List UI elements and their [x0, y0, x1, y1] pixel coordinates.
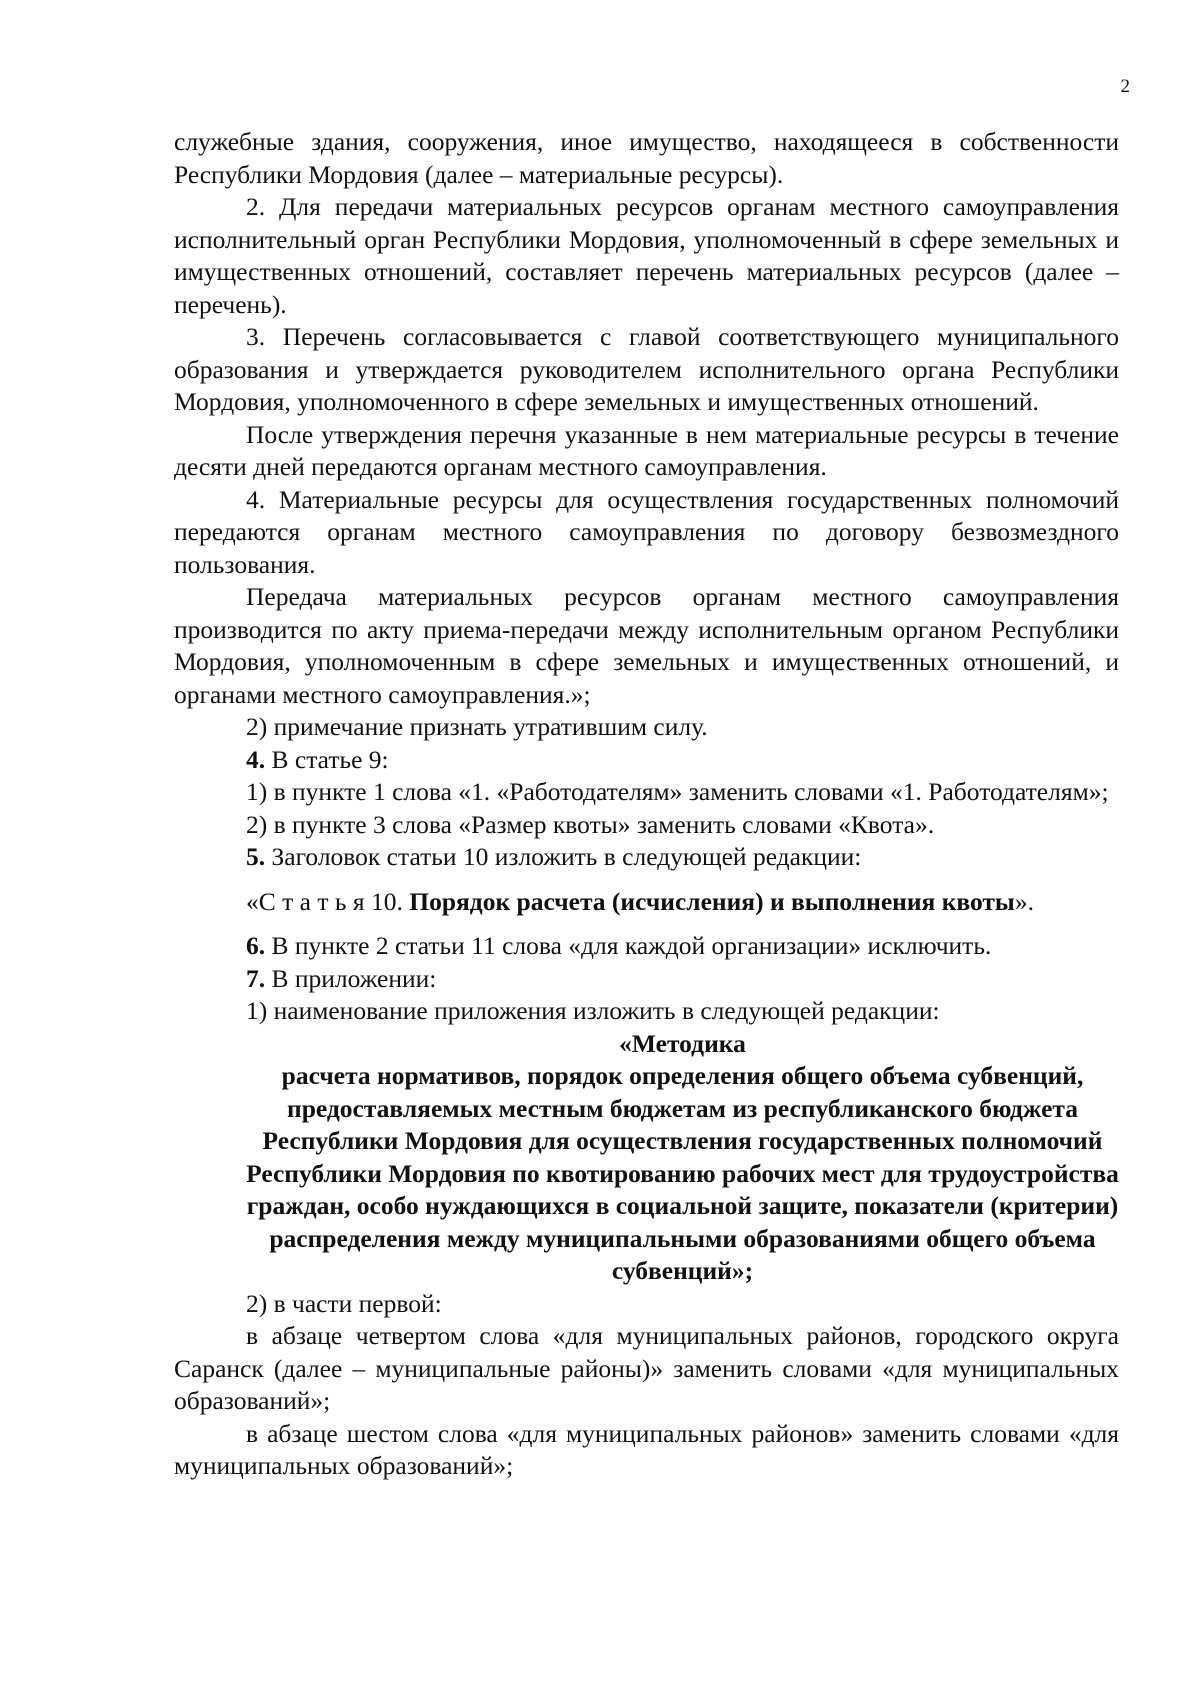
- appendix-heading-title: «Методика: [619, 1028, 746, 1058]
- paragraph: 2. Для передачи материальных ресурсов органам местного самоуправления исполнительный орган Республики Мордовия, уполномоченный в сфере земельных и имущественных отношений, составляет перечень материальных ресурсов (далее – перечень).: [174, 192, 1119, 319]
- paragraph-text: В статье 9:: [265, 744, 389, 774]
- appendix-heading-body: расчета нормативов, порядок определения общего объема субвенций, предоставляемых местным бюджетам из республиканского бюджета Республики Мордовия для осуществления государственных полномочий Республики Мордовия по квотированию рабочих мест для трудоустройства граждан, особо нуждающихся в социальной защите, показатели (критерии) распределения между муниципальными образованиями общего объема субвенций»;: [246, 1061, 1119, 1285]
- paragraph-text: В приложении:: [265, 963, 437, 993]
- item-number: 6.: [246, 931, 266, 960]
- article-prefix: «С т а т ь я 10.: [246, 886, 410, 916]
- paragraph-text: В пункте 2 статьи 11 слова «для каждой организации» исключить.: [265, 931, 992, 960]
- paragraph: 3. Перечень согласовывается с главой соответствующего муниципального образования и утверждается руководителем исполнительного органа Республики Мордовия, уполномоченного в сфере земельных и имущественных отношений.: [174, 322, 1119, 416]
- document-body: [174, 126, 1119, 1483]
- paragraph: [174, 841, 1119, 874]
- article-title-line: [174, 886, 1119, 919]
- paragraph: 1) в пункте 1 слова «1. «Работодателям» заменить словами «1. Работодателям»;: [246, 777, 1109, 806]
- paragraph-text: Заголовок статьи 10 изложить в следующей редакции:: [265, 842, 862, 871]
- article-title: Порядок расчета (исчисления) и выполнения квоты: [409, 886, 1015, 916]
- item-number: 4.: [246, 744, 266, 774]
- paragraph: в абзаце шестом слова «для муниципальных районов» заменить словами «для муниципальных образований»;: [174, 1418, 1119, 1480]
- article-suffix: ».: [1014, 886, 1034, 916]
- paragraph: 2) в пункте 3 слова «Размер квоты» заменить словами «Квота».: [246, 809, 935, 839]
- item-number: 7.: [246, 963, 266, 993]
- paragraph: 4. Материальные ресурсы для осуществления государственных полномочий передаются органам местного самоуправления по договору безвозмездного пользования.: [174, 484, 1119, 579]
- paragraph: 1) наименование приложения изложить в следующей редакции:: [246, 996, 940, 1025]
- paragraph: в абзаце четвертом слова «для муниципальных районов, городского округа Саранск (далее – муниципальные районы)» заменить словами «для муниципальных образований»;: [174, 1321, 1119, 1415]
- item-number: 5.: [246, 842, 266, 871]
- paragraph: После утверждения перечня указанные в нем материальные ресурсы в течение десяти дней передаются органам местного самоуправления.: [174, 419, 1119, 481]
- paragraph: [174, 963, 1119, 996]
- paragraph: Передача материальных ресурсов органам местного самоуправления производится по акту приема-передачи между исполнительным органом Республики Мордовия, уполномоченным в сфере земельных и имущественных отношений, и органами местного самоуправления.»;: [174, 582, 1119, 709]
- paragraph: 2) примечание признать утратившим силу.: [246, 712, 708, 741]
- paragraph: служебные здания, сооружения, иное имущество, находящееся в собственности Республики Мордовия (далее – материальные ресурсы).: [174, 127, 1119, 189]
- paragraph: [174, 744, 1119, 777]
- page-number: 2: [1120, 76, 1130, 97]
- paragraph: [174, 930, 1119, 963]
- paragraph: 2) в части первой:: [246, 1288, 442, 1318]
